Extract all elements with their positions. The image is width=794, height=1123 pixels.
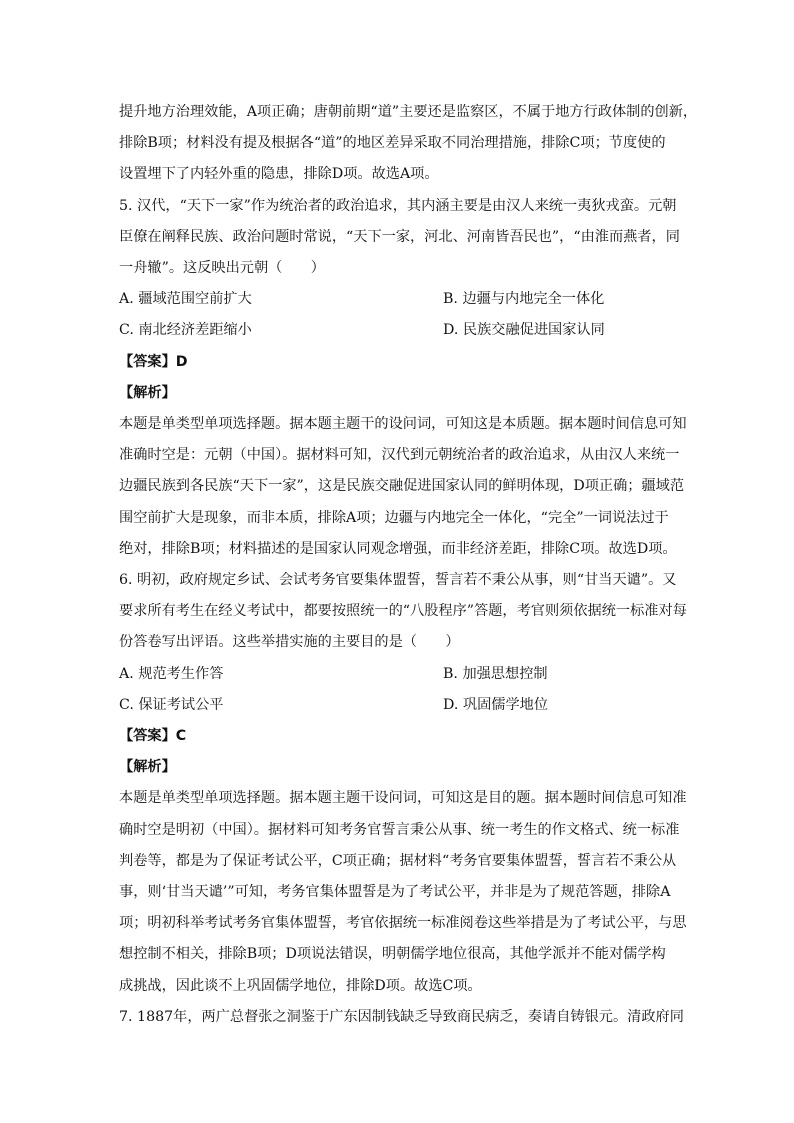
question-6-stem: 要求所有考生在经义考试中，都要按照统一的“八股程序”答题，考官则须依据统一标准对每: [119, 603, 687, 619]
question-6-stem: 6. 明初，政府规定乡试、会试考务官要集体盟誓，誓言若不秉公从事，则“甘当天谴”。又: [119, 572, 677, 588]
q5-option-d: D. 民族交融促进国家认同: [443, 322, 605, 338]
q6-analysis-line: 想控制不相关，排除B项；D项说法错误，明朝儒学地位很高，其他学派并不能对儒学构: [119, 946, 666, 962]
q6-option-b: B. 加强思想控制: [443, 666, 548, 682]
q6-analysis-line: 成挑战，因此谈不上巩固儒学地位，排除D项。故选C项。: [119, 978, 482, 994]
q5-analysis-label: 【解析】: [119, 385, 176, 401]
q6-option-c: C. 保证考试公平: [119, 697, 224, 713]
q6-option-d: D. 巩固儒学地位: [443, 697, 549, 713]
q6-analysis-line: 项；明初科举考试考务官集体盟誓，考官依据统一标准阅卷这些举措是为了考试公平，与思: [119, 915, 687, 931]
q5-option-a: A. 疆域范围空前扩大: [119, 291, 252, 307]
text-line: 设置埋下了内轻外重的隐患，排除D项。故选A项。: [119, 166, 439, 182]
q5-answer: 【答案】D: [119, 354, 188, 370]
q6-analysis-label: 【解析】: [119, 759, 176, 775]
question-6-stem: 份答卷写出评语。这些举措实施的主要目的是（ ）: [119, 634, 460, 650]
q5-option-c: C. 南北经济差距缩小: [119, 322, 252, 338]
q5-analysis-line: 围空前扩大是现象，而非本质，排除A项；边疆与内地完全一体化，“完全”一词说法过于: [119, 510, 669, 526]
q5-analysis-line: 准确时空是：元朝（中国）。据材料可知，汉代到元朝统治者的政治追求，从由汉人来统一: [119, 447, 680, 463]
q5-option-b: B. 边疆与内地完全一体化: [443, 291, 605, 307]
text-line: 排除B项；材料没有提及根据各“道”的地区差异采取不同治理措施，排除C项；节度使的: [119, 135, 666, 151]
question-5-stem: 臣僚在阐释民族、政治问题时常说，“天下一家，河北、河南皆吾民也”，“由淮而燕者，同: [119, 229, 680, 245]
q6-answer: 【答案】C: [119, 728, 187, 744]
q6-analysis-line: 确时空是明初（中国）。据材料可知考务官誓言秉公从事、统一考生的作文格式、统一标准: [119, 822, 680, 838]
question-5-stem: 一舟辙”。这反映出元朝（ ）: [119, 260, 325, 276]
q6-analysis-line: 判卷等，都是为了保证考试公平，C项正确；据材料“考务官要集体盟誓，誓言若不秉公从: [119, 853, 677, 869]
q5-analysis-line: 本题是单类型单项选择题。据本题主题干的设问词，可知这是本质题。据本题时间信息可知: [119, 416, 687, 432]
q6-analysis-line: 本题是单类型单项选择题。据本题主题干设问词，可知这是目的题。据本题时间信息可知准: [119, 790, 687, 806]
q5-analysis-line: 绝对，排除B项；材料描述的是国家认同观念增强，而非经济差距，排除C项。故选D项。: [119, 541, 677, 557]
q5-analysis-line: 边疆民族到各民族“天下一家”，这是民族交融促进国家认同的鲜明体现，D项正确；疆域范: [119, 478, 685, 494]
q6-option-a: A. 规范考生作答: [119, 666, 224, 682]
question-7-stem: 7. 1887年，两广总督张之洞鉴于广东因制钱缺乏导致商民病乏，奏请自铸银元。清政府同: [119, 1009, 684, 1025]
q6-analysis-line: 事，则‘甘当天谴’”可知，考务官集体盟誓是为了考试公平，并非是为了规范答题，排除A: [119, 884, 671, 900]
question-5-stem: 5. 汉代，“天下一家”作为统治者的政治追求，其内涵主要是由汉人来统一夷狄戎蛮。元朝: [119, 198, 677, 214]
text-line: 提升地方治理效能，A项正确；唐朝前期“道”主要还是监察区，不属于地方行政体制的创新，: [119, 104, 698, 120]
